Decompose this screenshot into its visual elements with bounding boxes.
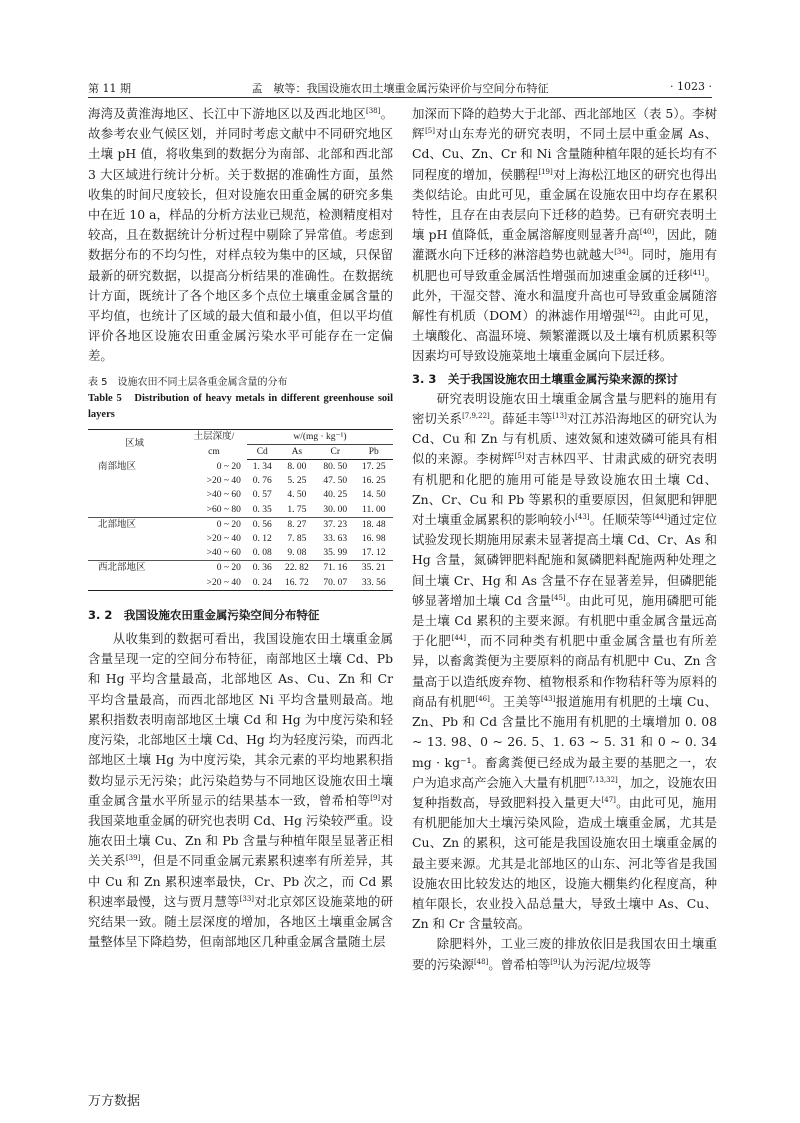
value-cell: 33. 63 [323, 534, 348, 545]
value-cell: 17. 12 [361, 548, 386, 559]
value-cell: 70. 07 [316, 576, 354, 591]
value-cell: 0. 56 [247, 517, 278, 532]
value-cell: 35. 21 [355, 561, 394, 576]
value-cell: 0. 57 [252, 490, 272, 501]
citation[interactable]: [5] [425, 127, 435, 136]
value-cell: 0. 36 [247, 561, 278, 576]
citation[interactable]: [43] [540, 694, 556, 703]
value-cell: 71. 16 [316, 561, 354, 576]
citation[interactable]: [7,13,32] [585, 775, 618, 784]
paragraph: 加深而下降的趋势大于北部、西北部地区（表 5）。李树辉[5]对山东寿光的研究表明，不同土层中重金属 As、Cd、Cu、Zn、Cr 和 Ni 含量随种植年限的延长均有不同程度的增加，侯鹏程[19]对上海松江地区的研究也得出类似结论。由此可见，重金属在设施农田中均存在累积特性，且存在由表层向下迁移的趋势。已有研究表明土壤 pH 值降低，重金属溶解度则显著升高[40]，因此，随灌溉水向下迁移的淋溶趋势也就越大[34]。同时，施用有机肥也可导致重金属活性增强而加速重金属的迁移[41]。此外，干湿交替、淹水和温度升高也可导致重金属随溶解性有机质（DOM）的淋滤作用增强[42]。由此可见，土壤酸化、高温环境、频繁灌溉以及土壤有机质累积等因素均可导致设施菜地土壤重金属向下层迁移。 [412, 106, 718, 364]
value-cell: 47. 50 [323, 476, 348, 487]
citation[interactable]: [9] [550, 957, 561, 966]
value-cell: 1. 34 [252, 462, 272, 473]
region-cell: 南部地区 [98, 461, 137, 472]
value-cell: 35. 99 [323, 548, 348, 559]
col-region: 区域 [88, 429, 181, 459]
col-cd: Cd [247, 444, 278, 459]
page-number: · 1023 · [670, 80, 712, 93]
issue-number: 第 11 期 [88, 82, 131, 95]
region-cell [88, 488, 181, 502]
value-cell: 1. 75 [287, 504, 307, 515]
citation[interactable]: [7,9,22] [462, 411, 490, 420]
citation[interactable]: [42] [625, 308, 640, 317]
col-pb: Pb [355, 444, 394, 459]
table-row [88, 474, 393, 488]
citation[interactable]: [47] [601, 795, 616, 804]
region-cell: 北部地区 [88, 517, 181, 532]
right-column [412, 104, 717, 975]
value-cell: 0. 35 [252, 504, 272, 515]
paragraph: 研究表明设施农田土壤重金属含量与肥料的施用有密切关系[7,9,22]。薛延丰等[13]对江苏沿海地区的研究认为 Cd、Cu 和 Zn 与有机质、速效氮和速效磷可能具有相似的来源。李树辉[5]对吉林四平、甘肃武威的研究表明有机肥和化肥的施用可能是导致设施农田土壤 Cd、Zn、Cr、Cu 和 Pb 等累积的重要原因，但氮肥和钾肥对土壤重金属累积的影响较小[43]。任顺荣等[44]通过定位试验发现长期施用尿素未显著提高土壤 Cd、Cr、As 和 Hg 含量，氮磷钾肥料配施和氮磷肥料配施两种处理之间土壤 Cr、Hg 和 As 含量不存在显著差异，但磷肥能够显著增加土壤 Cd 含量[45]。由此可见，施用磷肥可能是土壤 Cd 累积的主要来源。有机肥中重金属含量远高于化肥[44]，而不同种类有机肥中重金属含量也有所差异，以畜禽粪便为主要原料的商品有机肥中 Cu、Zn 含量高于以造纸废弃物、植物根系和作物秸秆等为原料的商品有机肥[46]。王美等[43]报道施用有机肥的土壤 Cu、Zn、Pb 和 Cd 含量比不施用有机肥的土壤增加 0. 08 ~ 13. 98、0 ~ 26. 5、1. 63 ~ 5. 31 和 0 ~ 0. 34 mg · kg⁻¹。畜禽粪便已经成为最主要的基肥之一，农户为追求高产会施入大量有机肥[7,13,32]，加之，设施农田复种指数高，导致肥料投入量更大[47]。由此可见，施用有机肥能加大土壤污染风险，造成土壤重金属，尤其是 Cu、Zn 的累积，这可能是我国设施农田土壤重金属的最主要来源。尤其是北部地区的山东、河北等省是我国设施农田比较发达的地区，设施大棚集约化程度高，种植年限长，农业投入品总量大，导致土壤中 As、Cu、Zn 和 Cr 含量较高。 [412, 390, 718, 932]
depth-cell: >60 ~ 80 [206, 504, 241, 515]
region-cell [88, 474, 181, 488]
citation[interactable]: [41] [690, 268, 705, 277]
citation[interactable]: [38] [366, 106, 381, 115]
paragraph: 除肥料外，工业三废的排放依旧是我国农田土壤重要的污染源[48]。曾希柏等[9]认为污泥/垃圾等 [412, 936, 717, 972]
value-cell: 40. 25 [323, 490, 348, 501]
value-cell: 0. 24 [247, 576, 278, 591]
value-cell: 22. 82 [278, 561, 316, 576]
value-cell: 37. 23 [316, 517, 354, 532]
region-cell [88, 546, 181, 561]
depth-cell: 0 ~ 20 [181, 517, 247, 532]
citation[interactable]: [40] [639, 228, 655, 237]
depth-cell: >20 ~ 40 [206, 476, 241, 487]
table-row [88, 546, 393, 561]
table-row [88, 517, 393, 532]
depth-cell: >20 ~ 40 [181, 576, 247, 591]
depth-cell: 0 ~ 20 [181, 561, 247, 576]
depth-cell: >40 ~ 60 [206, 490, 241, 501]
table-row [88, 503, 393, 518]
citation[interactable]: [44] [652, 512, 667, 521]
citation[interactable]: [13] [552, 411, 567, 420]
depth-cell: 0 ~ 20 [216, 461, 241, 472]
citation[interactable]: [45] [551, 593, 566, 602]
value-cell: 33. 56 [355, 576, 394, 591]
depth-cell: >20 ~ 40 [206, 534, 241, 545]
value-cell: 0. 76 [252, 476, 272, 487]
citation[interactable]: [44] [451, 634, 467, 643]
value-cell: 30. 00 [323, 504, 348, 515]
region-cell [88, 532, 181, 546]
value-cell: 4. 50 [287, 490, 307, 501]
heavy-metal-table [88, 429, 393, 591]
watermark: 万方数据 [88, 1094, 141, 1109]
col-cr: Cr [316, 444, 354, 459]
value-cell: 11. 00 [362, 504, 386, 515]
value-cell: 80. 50 [323, 462, 348, 473]
citation[interactable]: [33] [239, 894, 255, 903]
region-cell [88, 503, 181, 518]
value-cell: 0. 08 [252, 548, 272, 559]
table-row [88, 460, 393, 475]
col-unit: w/(mg · kg⁻¹) [247, 429, 393, 444]
running-title: 孟 敏等：我国设施农田土壤重金属污染评价与空间分布特征 [251, 82, 549, 95]
table-row [88, 561, 393, 576]
value-cell: 9. 08 [287, 548, 307, 559]
region-cell: 西北部地区 [88, 561, 181, 576]
table-caption-en: Table 5 Distribution of heavy metals in different greenhouse soil layers [88, 392, 393, 420]
citation[interactable]: [39] [125, 854, 141, 863]
table-row [88, 488, 393, 502]
value-cell: 16. 25 [361, 476, 386, 487]
value-cell: 8. 27 [278, 517, 316, 532]
value-cell: 0. 12 [252, 534, 272, 545]
running-header [88, 80, 712, 96]
paragraph: 海湾及黄淮海地区、长江中下游地区以及西北地区[38]。故参考农业气候区划，并同时考虑文献中不同研究地区土壤 pH 值，将收集到的数据分为南部、北部和西北部 3 大区域进行统计分析。关于数据的准确性方面，虽然收集的时间尺度较长，但对设施农田重金属的研究多集中在近 10 a，样品的分析方法业已规范，检测精度相对较高，且在数据统计分析过程中剔除了异常值。考虑到数据分布的不均匀性，对样点较为集中的区域，只保留最新的研究数据，以提高分析结果的准确性。在数据统计方面，既统计了各个地区多个点位土壤重金属含量的平均值，也统计了区域的最大值和最小值，但以平均值评价各地区设施农田重金属污染水平可能存在一定偏差。 [88, 106, 394, 364]
value-cell: 5. 25 [287, 476, 307, 487]
citation[interactable]: [48] [473, 957, 489, 966]
table-row [88, 576, 393, 591]
table-caption-cn: 表 5 设施农田不同土层各重金属含量的分布 [88, 376, 288, 388]
value-cell: 7. 85 [287, 534, 307, 545]
paragraph: 从收集到的数据可看出，我国设施农田土壤重金属含量呈现一定的空间分布特征，南部地区土壤 Cd、Pb 和 Hg 平均含量最高，北部地区 As、Cu、Zn 和 Cr 平均含量最高，而西北部地区 Ni 平均含量则最高。地累积指数表明南部地区土壤 Cd 和 Hg 为中度污染和轻度污染，北部地区土壤 Cd、Hg 均为轻度污染，而西北部地区土壤 Hg 为中度污染，其余元素的平均地累积指数均显示无污染；此污染趋势与不同地区设施农田土壤重金属含量水平所显示的结果基本一致，曾希柏等[9]对我国菜地重金属的研究也表明 Cd、Hg 污染较严重。设施农田土壤 Cu、Zn 和 Pb 含量与种植年限呈显著正相关关系[39]，但是不同重金属元素累积速率有所差异，其中 Cu 和 Zn 累积速率最快，Cr、Pb 次之，而 Cd 累积速率最慢，这与贾月慧等[33]对北京郊区设施菜地的研究结果一致。随土层深度的增加，各地区土壤重金属含量整体呈下降趋势，但南部地区几种重金属含量随土层 [88, 631, 394, 950]
table-row [88, 532, 393, 546]
left-column [88, 104, 393, 952]
header-rule [88, 97, 712, 98]
value-cell: 16. 98 [361, 534, 386, 545]
col-as: As [278, 444, 316, 459]
value-cell: 17. 25 [361, 462, 386, 473]
value-cell: 14. 50 [361, 490, 386, 501]
citation[interactable]: [46] [475, 694, 490, 703]
citation[interactable]: [34] [614, 248, 629, 257]
value-cell: 18. 48 [355, 517, 394, 532]
depth-cell: >40 ~ 60 [206, 548, 241, 559]
section-heading-3-3: 3. 3 关于我国设施农田土壤重金属污染来源的探讨 [412, 371, 678, 386]
citation[interactable]: [5] [514, 452, 525, 461]
citation[interactable]: [9] [370, 793, 381, 802]
value-cell: 16. 72 [278, 576, 316, 591]
citation[interactable]: [19] [538, 167, 553, 176]
citation[interactable]: [43] [575, 512, 590, 521]
section-heading-3-2: 3. 2 我国设施农田重金属污染空间分布特征 [88, 607, 320, 622]
value-cell: 8. 00 [287, 462, 307, 473]
col-depth: 土层深度/ cm [181, 429, 247, 459]
region-cell [88, 576, 181, 591]
